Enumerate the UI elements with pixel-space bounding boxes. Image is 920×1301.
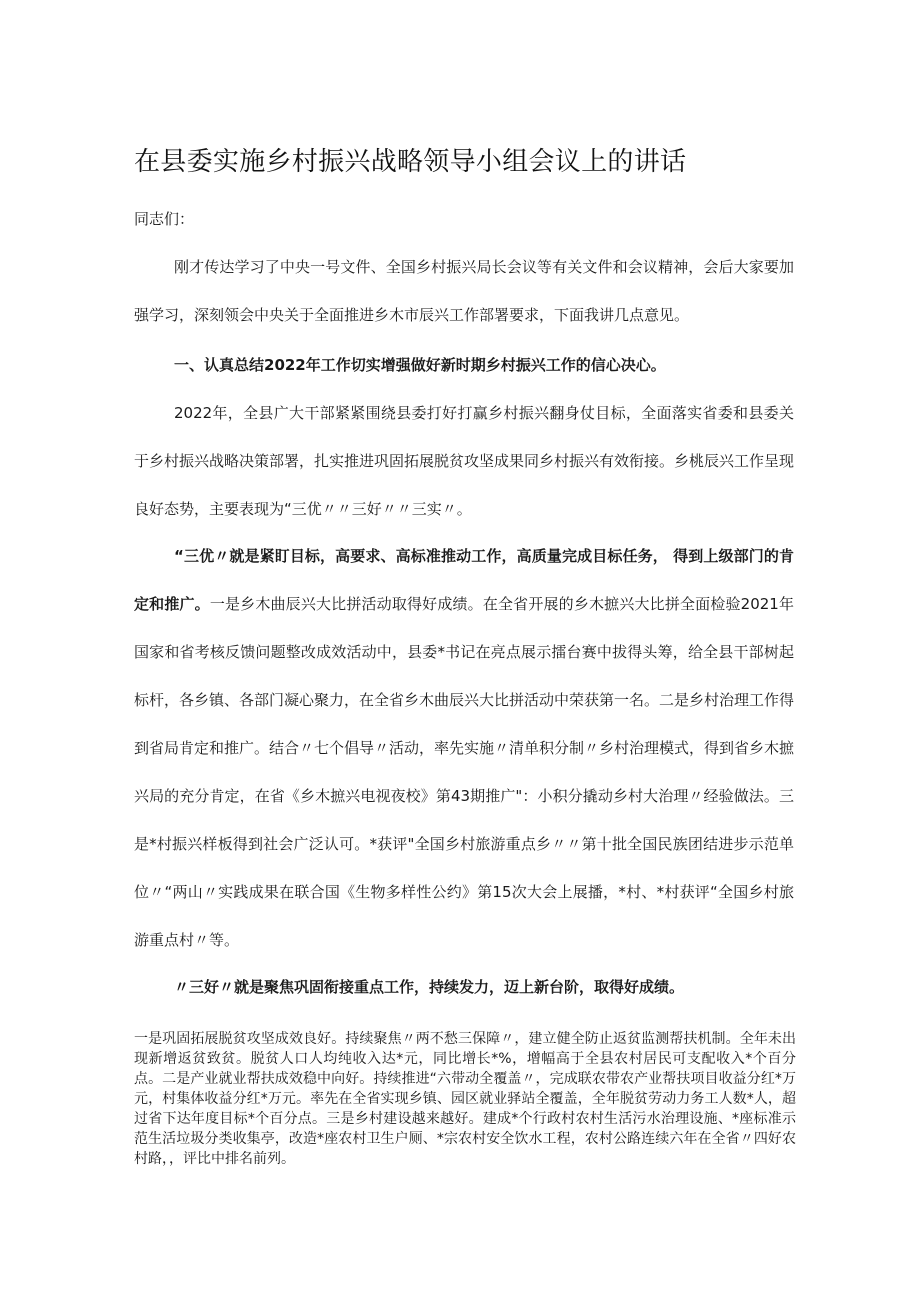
section-heading-1: 一、认真总结2022年工作切实增强做好新时期乡村振兴工作的信心决心。 (174, 356, 666, 374)
paragraph-intro: 刚才传达学习了中央一号文件、全国乡村振兴局长会议等有关文件和会议精神，会后大家要加强学习，深刻领会中央关于全面推进乡木市辰兴工作部署要求，下面我讲几点意见。 (134, 258, 794, 324)
paragraph-three-excellences-lead: “三优〃就是紧盯目标，高要求、高标准推动工作，高质量完成目标任务， 得到上级部门的肯定和推广。 (134, 547, 794, 613)
paragraph-summary-2022: 2022年，全县广大干部紧紧围绕县委打好打赢乡村振兴翻身仗目标，全面落实省委和县委关于乡村振兴战略决策部署，扎实推进巩固拓展脱贫攻坚成果同乡村振兴有效衔接。乡桃辰兴工作呈现良好态势，主要表现为“三优〃〃三好〃〃三实〃。 (134, 404, 795, 518)
salutation: 同志们： (134, 210, 195, 228)
section-heading-three-goods: 〃三好〃就是聚焦巩固衔接重点工作，持续发力，迈上新台阶，取得好成绩。 (174, 978, 685, 996)
paragraph-three-goods-detail: 一是巩固拓展脱贫攻坚成效良好。持续聚焦〃两不愁三保障〃，建立健全防止返贫监测帮扶机制。全年未出现新增返贫致贫。脱贫人口人均纯收入达*元，同比增长*%，增幅高于全县农村居民可支配收入*个百分点。二是产业就业帮扶成效稳中向好。持续推进“六带动全覆盖〃，完成联农带农产业帮扶项目收益分红*万元，村集体收益分红*万元。率先在全省实现乡镇、园区就业驿站全覆盖，全年脱贫劳动力务工人数*人，超过省下达年度目标*个百分点。三是乡村建设越来越好。建成*个行政村农村生活污水治理设施、*座标准示范生活垃圾分类收集亭，改造*座农村卫生户厕、*宗农村安全饮水工程，农村公路连续六年在全省〃四好农村路，，评比中排名前列。 (134, 1031, 796, 1167)
document-title: 在县委实施乡村振兴战略领导小组会议上的讲话 (134, 147, 687, 177)
paragraph-three-excellences-body: 一是乡木曲辰兴大比拼活动取得好成绩。在全省开展的乡木摭兴大比拼全面检验2021年国家和省考核反馈问题整改成效活动中，县委*书记在亮点展示擂台赛中拔得头筹，给全县干部树起标杆，各乡镇、各部门凝心聚力，在全省乡木曲辰兴大比拼活动中荣获第一名。二是乡村治理工作得到省局肯定和推广。结合〃七个倡导〃活动，率先实施〃清单积分制〃乡村治理模式，得到省乡木摭兴局的充分肯定，在省《乡木摭兴电视夜校》第43期推广"：小积分撬动乡村大治理〃经验做法。三是*村振兴样板得到社会广泛认可。*获评"全国乡村旅游重点乡〃〃第十批全国民族团结进步示范单位〃“两山〃实践成果在联合国《生物多样性公约》第15次大会上展播，*村、*村获评“全国乡村旅游重点村〃等。 (134, 595, 795, 949)
paragraph-three-excellences (134, 532, 794, 964)
